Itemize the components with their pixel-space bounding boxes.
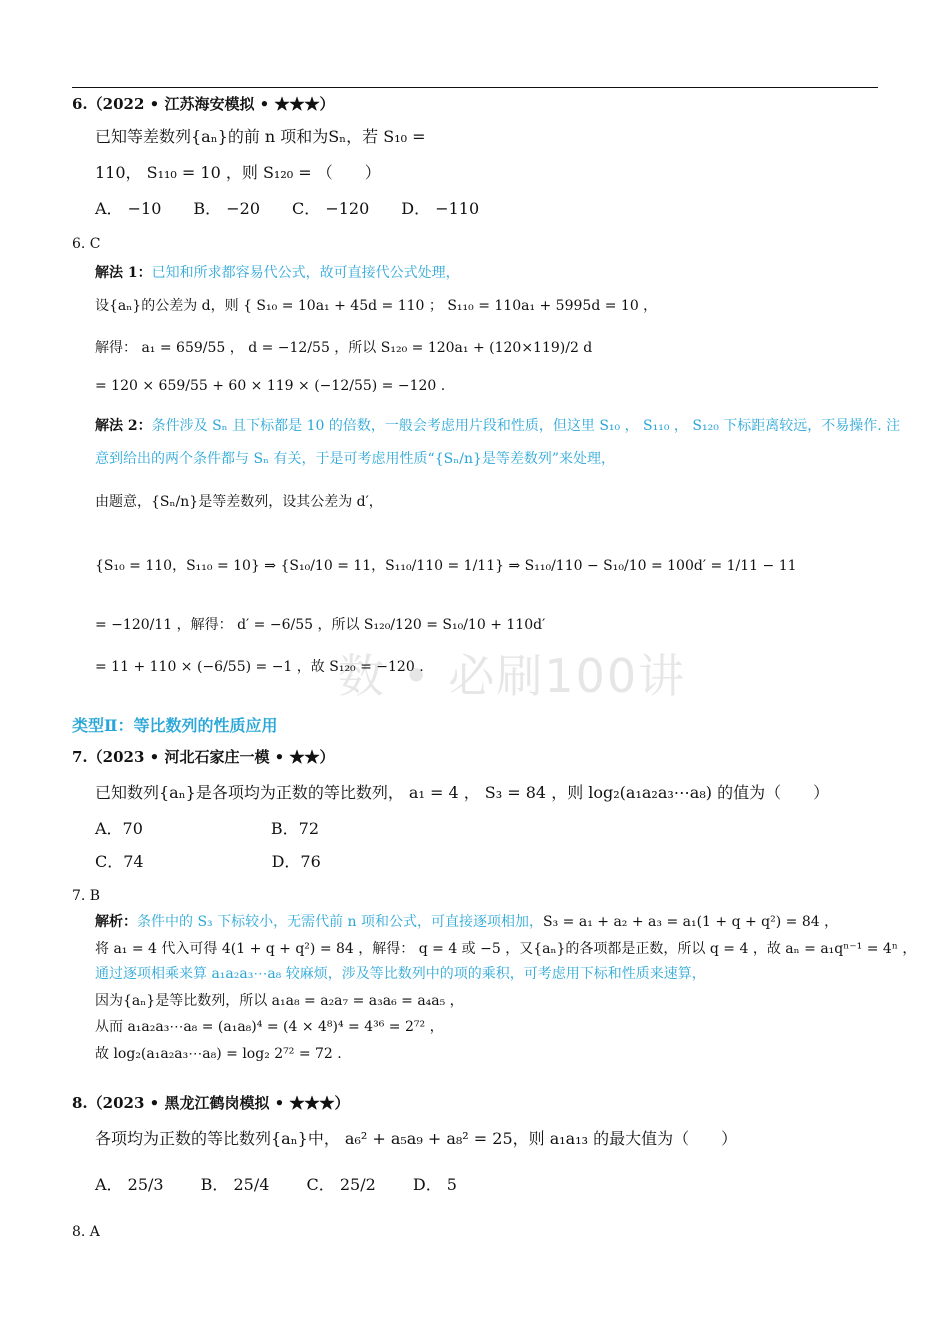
q7-analysis-label: 解析：: [95, 914, 137, 930]
q6-stem-line1: 已知等差数列{aₙ}的前 n 项和为Sₙ，若 S₁₀ =: [95, 127, 426, 146]
q7-analysis-hint2: 通过逐项相乘来算 a₁a₂a₃⋯a₈ 较麻烦，涉及等比数列中的项的乘积，可考虑用下标和性质来速算，: [95, 966, 706, 982]
q6-method1-label: 解法 1：: [95, 265, 152, 281]
q6-method2-step3: = −120/11 ，解得： d′ = −6/55 ，所以 S₁₂₀/120 = S₁₀/10 + 110d′: [95, 617, 546, 633]
q7-analysis-s3: 因为{aₙ}是等比数列，所以 a₁a₈ = a₂a₇ = a₃a₆ = a₄a₅ ，: [95, 993, 464, 1009]
q7-analysis-s1: S₃ = a₁ + a₂ + a₃ = a₁(1 + q + q²) = 84 ，: [543, 914, 839, 930]
header-rule: [72, 87, 878, 88]
q7-analysis-line: [95, 911, 838, 931]
q6-answer: 6. C: [72, 236, 101, 252]
q7-options-ab: A．70 B．72: [95, 819, 320, 838]
q6-method1-line: [95, 262, 460, 282]
q8-header: 8.（2023 • 黑龙江鹤岗模拟 • ★★★）: [72, 1094, 350, 1112]
q7-options-cd: C．74 D．76: [95, 852, 321, 871]
watermark: 数 • 必刷100讲: [338, 649, 687, 703]
q8-options: A． 25/3 B． 25/4 C． 25/2 D． 5: [95, 1175, 457, 1194]
q6-method2-step1: 由题意，{Sₙ/n}是等差数列，设其公差为 d′，: [95, 494, 383, 510]
q8-stem: 各项均为正数的等比数列{aₙ}中， a₆² + a₅a₉ + a₈² = 25，则 a₁a₁₃ 的最大值为（ ）: [95, 1129, 738, 1148]
q6-method1-hint: 已知和所求都容易代公式，故可直接代公式处理，: [151, 265, 460, 281]
q7-analysis-s4: 从而 a₁a₂a₃⋯a₈ = (a₁a₈)⁴ = (4 × 4⁸)⁴ = 4³⁶ = 2⁷² ，: [95, 1019, 444, 1035]
q6-header: 6.（2022 • 江苏海安模拟 • ★★★）: [72, 95, 335, 113]
q7-answer: 7. B: [72, 888, 101, 904]
q6-method2-hint2: 意到给出的两个条件都与 Sₙ 有关，于是可考虑用性质“{Sₙ/n}是等差数列”来处理，: [95, 451, 616, 467]
q6-method2-label: 解法 2：: [95, 418, 152, 434]
q7-analysis-s2: 将 a₁ = 4 代入可得 4(1 + q + q²) = 84 ，解得： q = 4 或 −5 ，又{aₙ}的各项都是正数，所以 q = 4 ，故 aₙ = a₁qⁿ⁻¹ = 4ⁿ ，: [95, 941, 917, 957]
q6-method2-hint1: 条件涉及 Sₙ 且下标都是 10 的倍数，一般会考虑用片段和性质，但这里 S₁₀ ， S₁₁₀ ， S₁₂₀ 下标距离较远，不易操作. 注: [151, 418, 901, 434]
q6-stem-line2: 110， S₁₁₀ = 10 ，则 S₁₂₀ = （ ）: [95, 163, 381, 182]
section-title: 类型Ⅱ：等比数列的性质应用: [72, 716, 278, 735]
q6-method1-step2: 解得： a₁ = 659/55 ， d = −12/55 ，所以 S₁₂₀ = 120a₁ + (120×119)/2 d: [95, 340, 593, 356]
q6-method2-step4: = 11 + 110 × (−6/55) = −1 ，故 S₁₂₀ = −120 .: [95, 659, 424, 675]
q6-method1-step3: = 120 × 659/55 + 60 × 119 × (−12/55) = −120 .: [95, 378, 446, 394]
q6-method2-line: [95, 415, 900, 435]
q8-answer: 8. A: [72, 1224, 100, 1240]
q6-method1-step1: 设{aₙ}的公差为 d，则 { S₁₀ = 10a₁ + 45d = 110 ； S₁₁₀ = 110a₁ + 5995d = 10 ，: [95, 298, 658, 314]
q7-analysis-hint1: 条件中的 S₃ 下标较小，无需代前 n 项和公式，可直接逐项相加，: [137, 914, 544, 930]
q6-options: A． −10 B． −20 C． −120 D． −110: [95, 199, 480, 218]
q7-stem: 已知数列{aₙ}是各项均为正数的等比数列， a₁ = 4 ， S₃ = 84 ，则 log₂(a₁a₂a₃⋯a₈) 的值为（ ）: [95, 783, 830, 802]
q7-analysis-s5: 故 log₂(a₁a₂a₃⋯a₈) = log₂ 2⁷² = 72 .: [95, 1046, 342, 1062]
q6-method2-step2: {S₁₀ = 110，S₁₁₀ = 10} ⇒ {S₁₀/10 = 11，S₁₁₀/110 = 1/11} ⇒ S₁₁₀/110 − S₁₀/10 = 100d′ = 1/11 − 11: [95, 558, 797, 574]
q7-header: 7.（2023 • 河北石家庄一模 • ★★）: [72, 748, 335, 766]
